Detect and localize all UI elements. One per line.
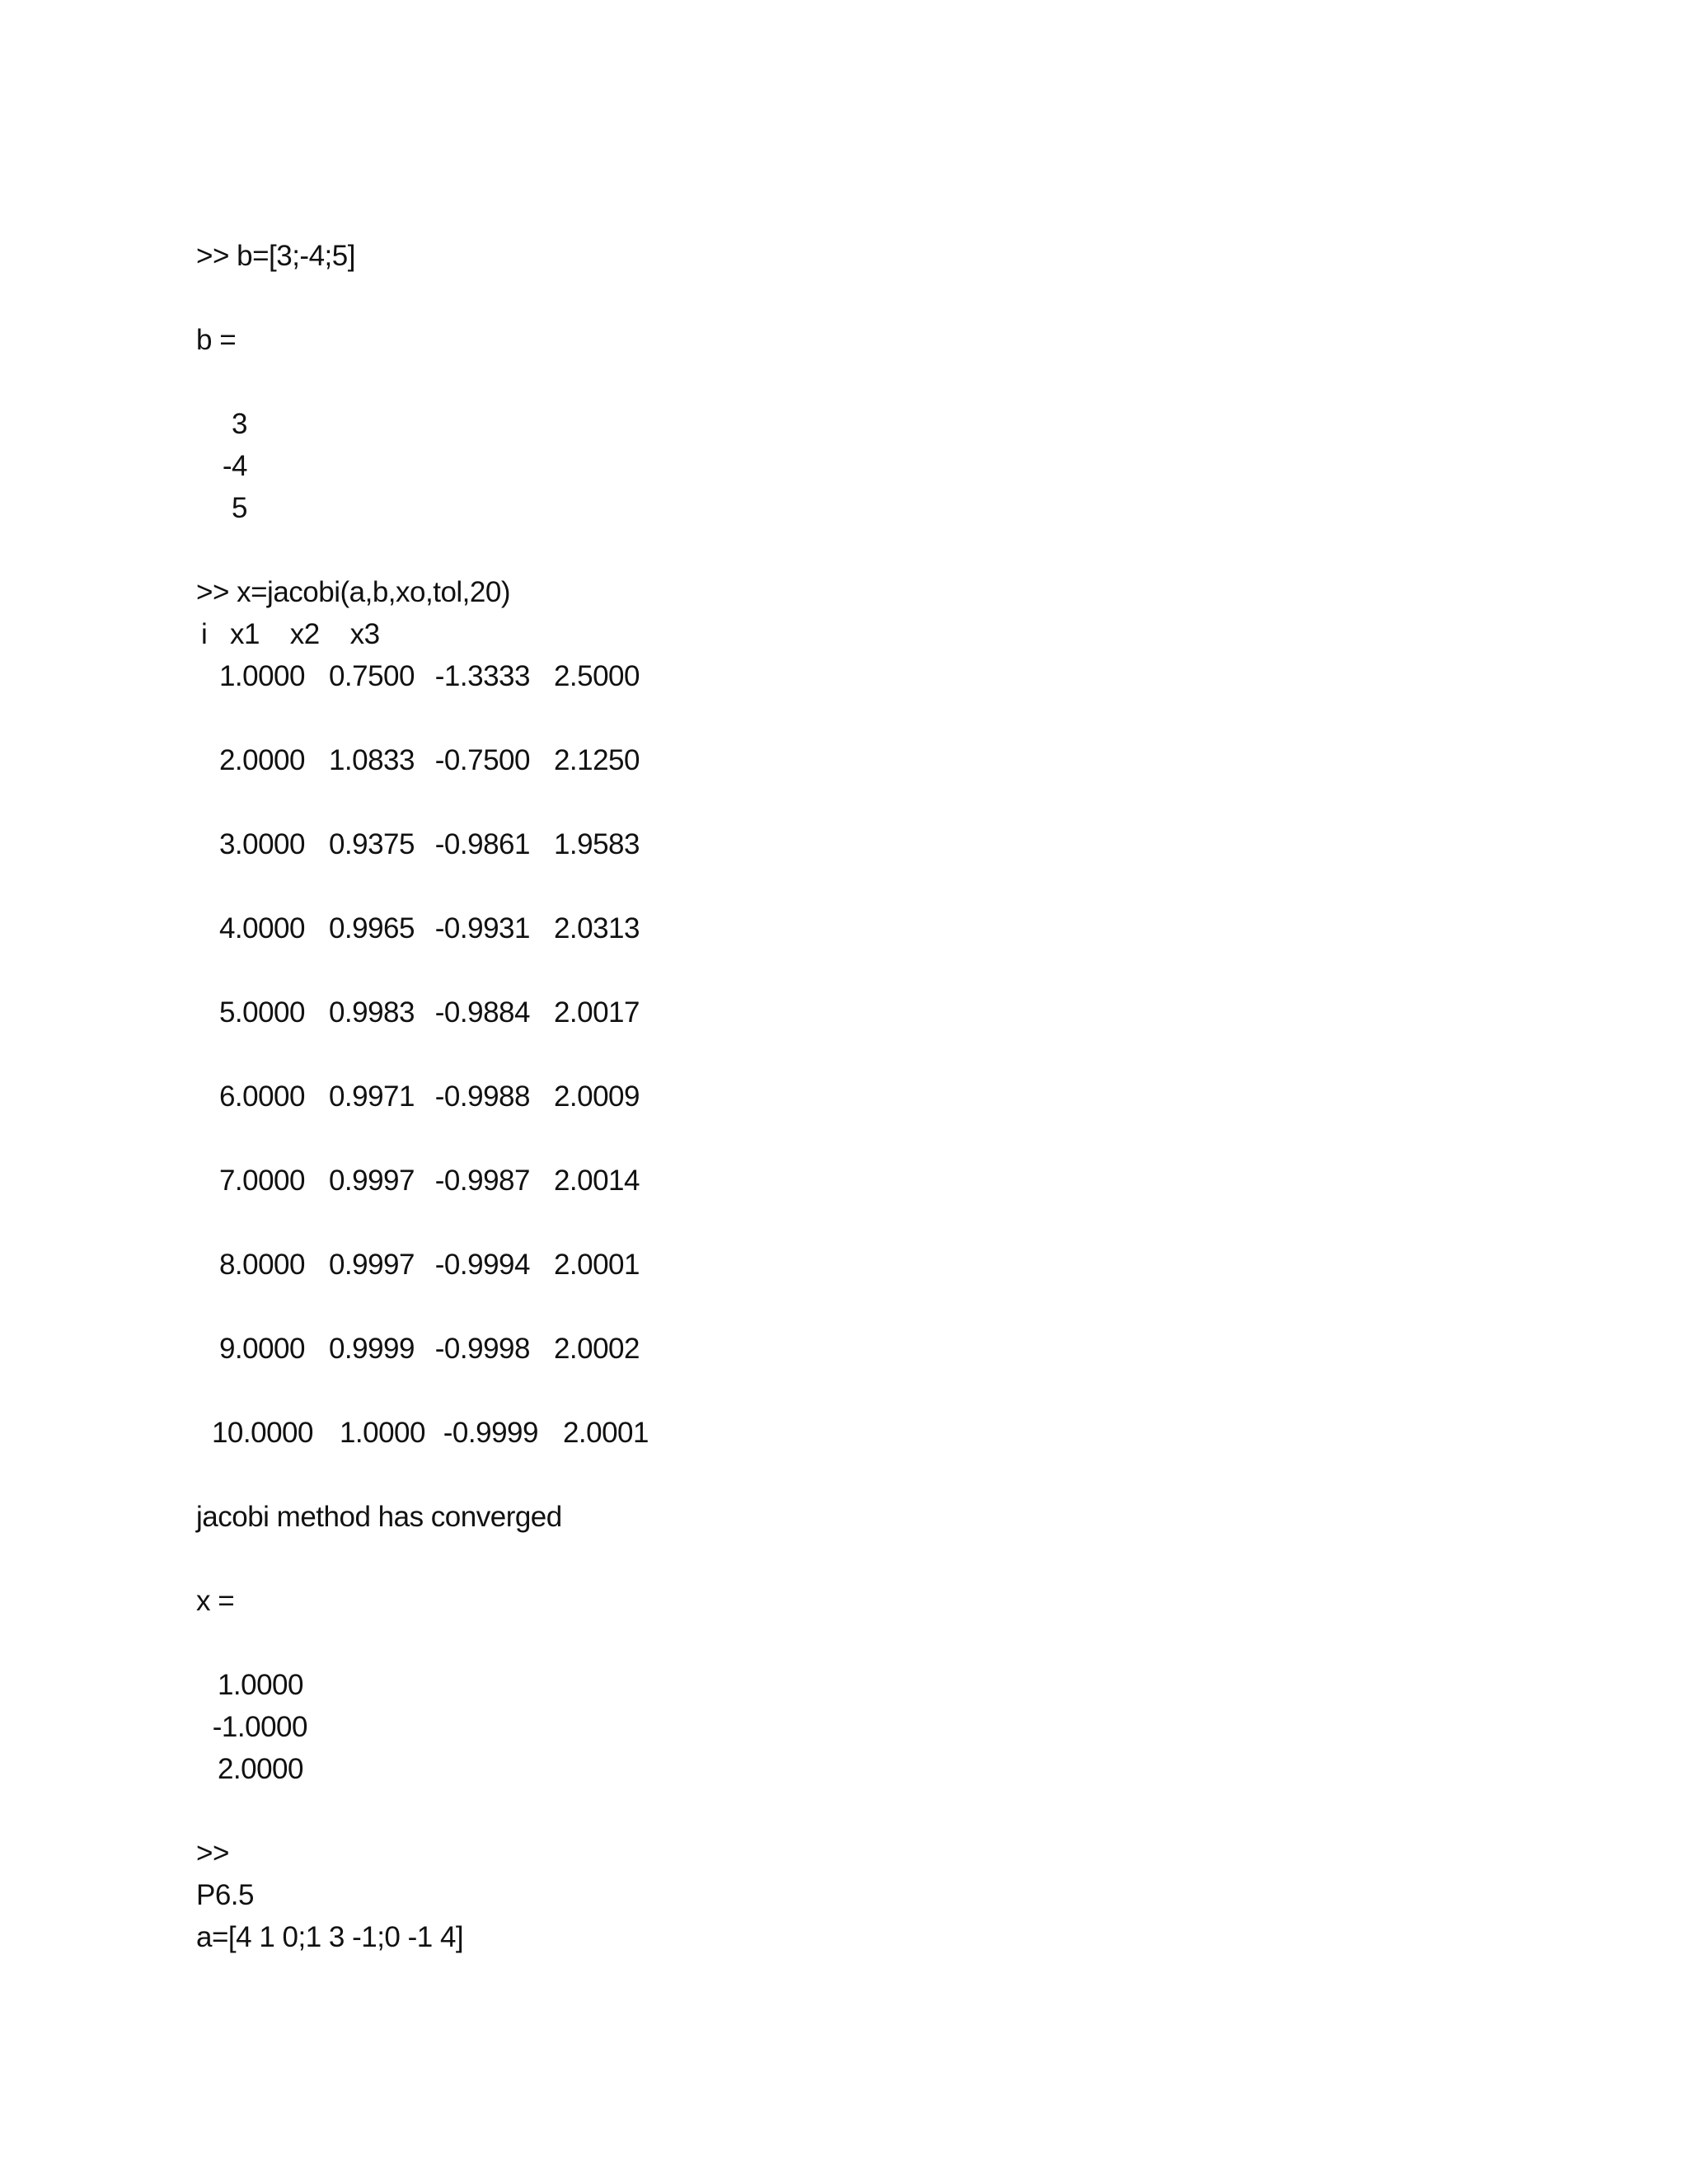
table-cell: -0.9994 (434, 1249, 530, 1281)
table-cell: 2.0001 (553, 1249, 640, 1281)
b-value: 5 (232, 492, 247, 524)
table-cell: -0.7500 (434, 744, 530, 776)
command-jacobi: >> x=jacobi(a,b,xo,tol,20) (196, 576, 510, 608)
table-cell: 0.9999 (328, 1333, 415, 1365)
table-cell: -0.9998 (434, 1333, 530, 1365)
table-cell: 3.0000 (218, 828, 305, 860)
table-cell: 2.5000 (553, 660, 640, 692)
table-cell: 6.0000 (218, 1080, 305, 1113)
table-cell: 5.0000 (218, 996, 305, 1029)
prompt: >> (196, 1837, 229, 1869)
table-cell: -0.9988 (434, 1080, 530, 1113)
table-cell: 1.0000 (218, 660, 305, 692)
table-cell: -0.9999 (443, 1417, 538, 1449)
table-header: i x1 x2 x3 (201, 618, 380, 650)
table-cell: 4.0000 (218, 912, 305, 944)
table-cell: 1.0833 (328, 744, 415, 776)
x-label: x = (196, 1585, 235, 1617)
table-cell: -0.9931 (434, 912, 530, 944)
table-cell: 0.9997 (328, 1249, 415, 1281)
table-cell: 0.7500 (328, 660, 415, 692)
table-cell: 2.1250 (553, 744, 640, 776)
x-value: 2.0000 (217, 1753, 303, 1785)
table-cell: 2.0017 (553, 996, 640, 1029)
x-value: 1.0000 (217, 1669, 303, 1701)
b-value: 3 (232, 408, 247, 440)
table-cell: 2.0001 (562, 1417, 649, 1449)
table-cell: 0.9971 (328, 1080, 415, 1113)
problem-label: P6.5 (196, 1879, 254, 1911)
table-cell: 7.0000 (218, 1165, 305, 1197)
table-cell: 0.9965 (328, 912, 415, 944)
command-b: >> b=[3;-4;5] (196, 240, 355, 272)
table-cell: 1.0000 (339, 1417, 425, 1449)
converged-message: jacobi method has converged (196, 1501, 562, 1533)
table-cell: 2.0009 (553, 1080, 640, 1113)
table-cell: -0.9861 (434, 828, 530, 860)
table-cell: 8.0000 (218, 1249, 305, 1281)
b-value: -4 (222, 450, 247, 482)
table-cell: 0.9997 (328, 1165, 415, 1197)
table-cell: -0.9987 (434, 1165, 530, 1197)
table-cell: 1.9583 (553, 828, 640, 860)
table-cell: 2.0002 (553, 1333, 640, 1365)
b-label: b = (196, 324, 237, 356)
table-cell: 0.9983 (328, 996, 415, 1029)
x-value: -1.0000 (212, 1711, 307, 1743)
table-cell: -1.3333 (434, 660, 530, 692)
table-cell: 9.0000 (218, 1333, 305, 1365)
table-cell: 10.0000 (211, 1417, 313, 1449)
table-cell: 2.0014 (553, 1165, 640, 1197)
table-cell: 2.0313 (553, 912, 640, 944)
command-a: a=[4 1 0;1 3 -1;0 -1 4] (196, 1921, 464, 1953)
table-cell: 2.0000 (218, 744, 305, 776)
table-cell: -0.9884 (434, 996, 530, 1029)
table-cell: 0.9375 (328, 828, 415, 860)
